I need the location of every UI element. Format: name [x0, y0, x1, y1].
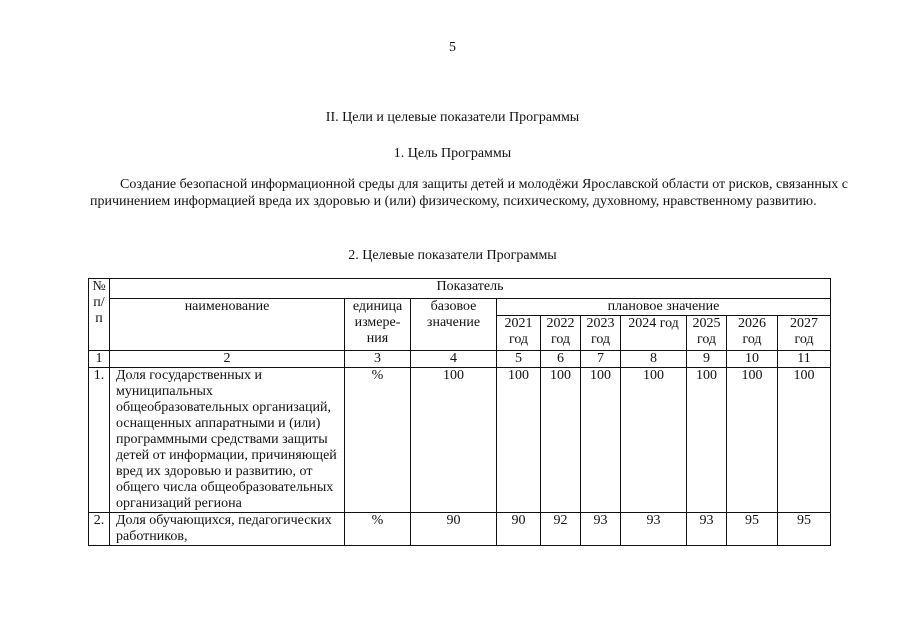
col-unit-header: единица измере-ния [345, 299, 411, 351]
col-number: 3 [345, 351, 411, 368]
year-header: 2022 год [541, 316, 581, 351]
col-number: 7 [581, 351, 621, 368]
page-number: 5 [449, 40, 456, 55]
indicator-value: 100 [621, 368, 687, 513]
col-number: 10 [727, 351, 778, 368]
indicator-value: 90 [497, 513, 541, 546]
indicator-name: Доля государственных и муниципальных общеобразовательных организаций, оснащенных аппаратными и (или) программными средствами защиты детей от информации, причиняющей вред их здоровью и развитию, от общего числа общеобразовательных организаций региона [110, 368, 345, 513]
col-number: 6 [541, 351, 581, 368]
year-header: 2027 год [778, 316, 831, 351]
indicators-table [88, 278, 831, 546]
planned-header: плановое значение [497, 299, 831, 316]
indicator-value: 100 [541, 368, 581, 513]
year-header: 2024 год [621, 316, 687, 351]
indicator-value: 100 [778, 368, 831, 513]
indicator-group-header: Показатель [110, 279, 831, 299]
indicator-value: 100 [581, 368, 621, 513]
year-header: 2023 год [581, 316, 621, 351]
row-number: 2. [89, 513, 110, 546]
indicator-base: 90 [411, 513, 497, 546]
col-number: 4 [411, 351, 497, 368]
indicator-value: 95 [778, 513, 831, 546]
col-name-header: наименование [110, 299, 345, 351]
col-number: 8 [621, 351, 687, 368]
year-header: 2026 год [727, 316, 778, 351]
col-number: 11 [778, 351, 831, 368]
col-number: 1 [89, 351, 110, 368]
col-number: 5 [497, 351, 541, 368]
year-header: 2025 год [687, 316, 727, 351]
col-number: 9 [687, 351, 727, 368]
goal-heading: 1. Цель Программы [393, 146, 512, 161]
year-header: 2021 год [497, 316, 541, 351]
indicator-unit: % [345, 513, 411, 546]
indicator-value: 93 [581, 513, 621, 546]
indicator-name: Доля обучающихся, педагогических работников, [110, 513, 345, 546]
indicator-value: 100 [497, 368, 541, 513]
table-row [89, 368, 831, 513]
col-no-header: № п/п [89, 279, 110, 351]
section-title: II. Цели и целевые показатели Программы [325, 110, 580, 125]
indicator-value: 100 [687, 368, 727, 513]
indicator-value: 92 [541, 513, 581, 546]
table-heading: 2. Целевые показатели Программы [348, 248, 557, 263]
row-number: 1. [89, 368, 110, 513]
goal-text: Создание безопасной информационной среды для защиты детей и молодёжи Ярославской области от рисков, связанных с причинением информацией вреда их здоровью и (или) физическому, психическому, духовному, нравственному развитию. [90, 177, 848, 209]
col-number: 2 [110, 351, 345, 368]
table-row [89, 513, 831, 546]
indicator-value: 95 [727, 513, 778, 546]
indicator-unit: % [345, 368, 411, 513]
indicator-value: 93 [621, 513, 687, 546]
indicator-value: 100 [727, 368, 778, 513]
col-base-header: базовое значение [411, 299, 497, 351]
indicator-base: 100 [411, 368, 497, 513]
indicator-value: 93 [687, 513, 727, 546]
